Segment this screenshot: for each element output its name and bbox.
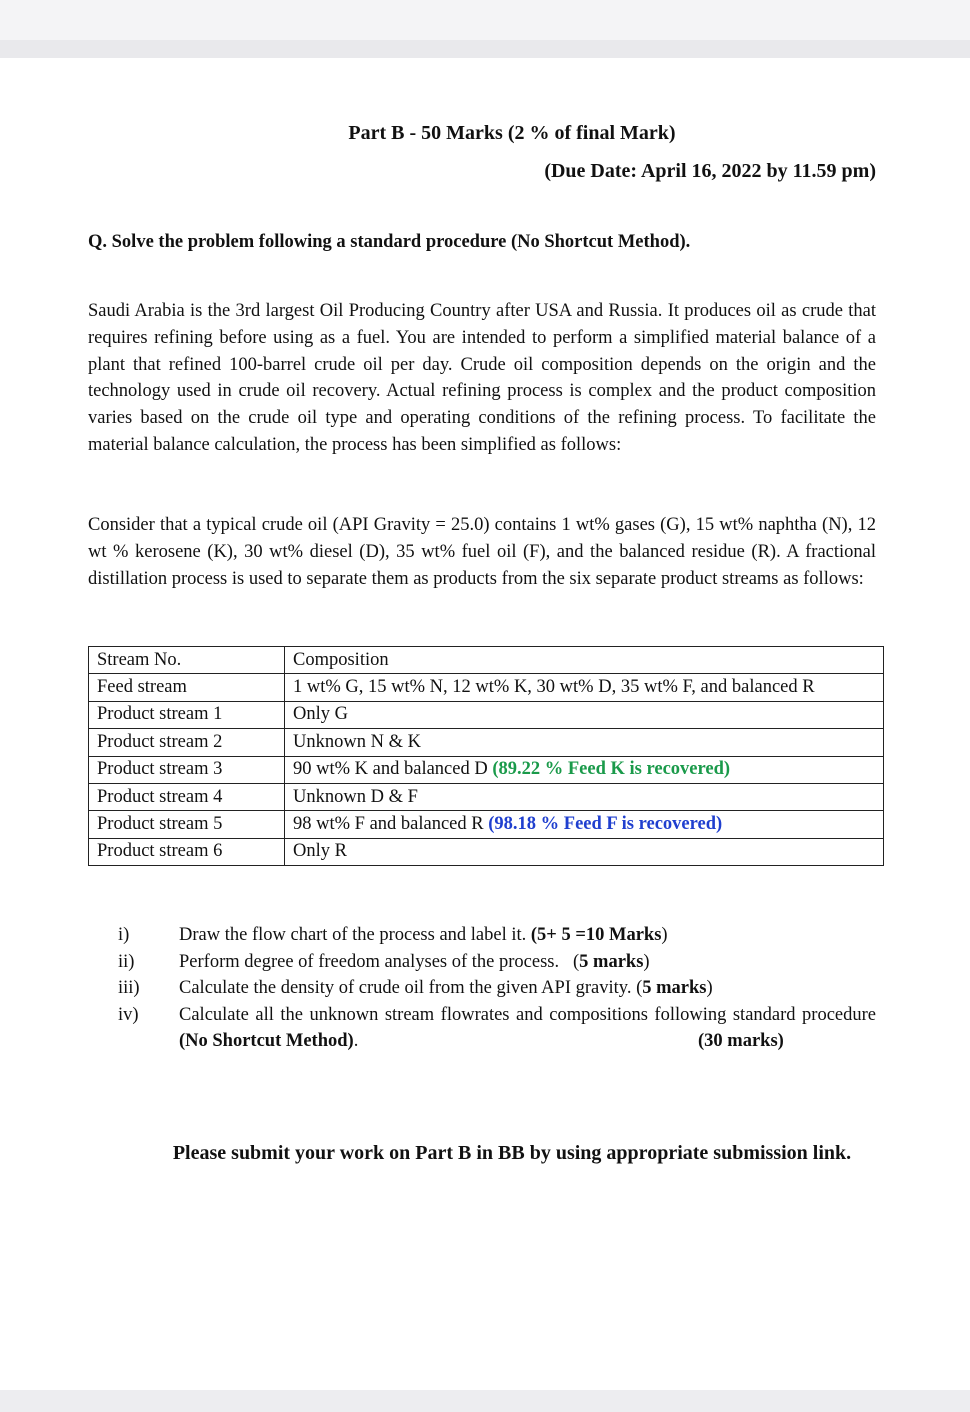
task-text-line — [179, 922, 876, 949]
task-text: Perform degree of freedom analyses of the process. ( — [179, 951, 580, 972]
table-row — [89, 701, 884, 728]
document-page — [0, 58, 970, 1390]
task-marks-close: ) — [661, 925, 668, 945]
table-row — [89, 729, 884, 756]
header-composition: Composition — [285, 647, 884, 674]
stream-composition: 98 wt% F and balanced R — [293, 814, 484, 835]
stream-composition: 90 wt% K and balanced D — [293, 759, 488, 780]
stream-composition-cell — [285, 756, 884, 783]
task-marks: 5 marks — [642, 978, 707, 998]
task-bold-text: (No Shortcut Method) — [179, 1031, 354, 1051]
table-row — [89, 756, 884, 783]
task-item — [0, 922, 970, 949]
table-header-row — [89, 647, 884, 674]
header-stream-no: Stream No. — [89, 647, 285, 674]
task-marks-close: ) — [643, 951, 650, 972]
task-number: i) — [118, 925, 130, 945]
submission-note: Please submit your work on Part B in BB by using appropriate submission link. — [172, 1142, 852, 1164]
stream-composition: Only R — [285, 838, 884, 865]
table-row — [89, 783, 884, 810]
task-marks: (30 marks) — [698, 1031, 784, 1051]
stream-name: Product stream 4 — [89, 783, 285, 810]
task-text: Calculate the density of crude oil from the given API gravity. ( — [179, 978, 643, 998]
stream-composition: 1 wt% G, 15 wt% N, 12 wt% K, 30 wt% D, 35 wt% F, and balanced R — [285, 674, 884, 701]
question-heading: Q. Solve the problem following a standard procedure (No Shortcut Method). — [88, 232, 691, 252]
stream-name: Feed stream — [89, 674, 285, 701]
stream-name: Product stream 5 — [89, 811, 285, 838]
stream-composition: Only G — [285, 701, 884, 728]
stream-table — [88, 646, 884, 866]
task-marks: 5 marks — [579, 951, 644, 972]
task-text-line — [179, 975, 876, 1002]
task-marks-close: ) — [706, 978, 713, 998]
stream-composition: Unknown D & F — [285, 783, 884, 810]
task-text-line — [179, 949, 876, 976]
task-item — [0, 975, 970, 1002]
task-list — [0, 922, 970, 1055]
task-text: Calculate all the unknown stream flowrates and compositions following standard procedure — [179, 1004, 876, 1025]
table-row — [89, 811, 884, 838]
task-marks: (5+ 5 =10 Marks — [530, 925, 662, 945]
stream-composition-cell — [285, 811, 884, 838]
table-row — [89, 838, 884, 865]
stream-name: Product stream 1 — [89, 701, 285, 728]
stream-name: Product stream 6 — [89, 838, 285, 865]
f-recovery-note: (98.18 % Feed F is recovered) — [488, 814, 723, 835]
stream-composition: Unknown N & K — [285, 729, 884, 756]
viewer-top-bar — [0, 0, 970, 40]
crude-composition-paragraph: Consider that a typical crude oil (API Gravity = 25.0) contains 1 wt% gases (G), 15 wt% naphtha (N), 12 wt % kerosene (K), 30 wt% diesel (D), 35 wt% fuel oil (F), and the balanced residue (R). A fractional distillation process is used to separate them as products from the six separate product streams as follows: — [88, 515, 876, 589]
assignment-title: Part B - 50 Marks (2 % of final Mark) — [348, 122, 676, 144]
table-row — [89, 674, 884, 701]
stream-name: Product stream 2 — [89, 729, 285, 756]
task-text-end: . — [353, 1031, 359, 1051]
due-date: (Due Date: April 16, 2022 by 11.59 pm) — [544, 160, 876, 182]
viewer-top-divider — [0, 40, 970, 58]
task-item — [0, 1002, 970, 1055]
intro-paragraph: Saudi Arabia is the 3rd largest Oil Producing Country after USA and Russia. It produces oil as crude that requires refining before using as a fuel. You are intended to perform a simplified material balance of a plant that refined 100-barrel crude oil per day. Crude oil composition depends on the origin and the technology used in crude oil recovery. Actual refining process is complex and the product composition varies based on the crude oil type and operating conditions of the refining process. To facilitate the material balance calculation, the process has been simplified as follows: — [88, 301, 876, 455]
task-number: iii) — [118, 978, 140, 998]
viewer-bottom-bar — [0, 1390, 970, 1412]
task-number: ii) — [118, 951, 135, 972]
task-number: iv) — [118, 1004, 139, 1025]
task-text: Draw the flow chart of the process and label it. — [179, 925, 527, 945]
task-item — [0, 949, 970, 976]
stream-name: Product stream 3 — [89, 756, 285, 783]
k-recovery-note: (89.22 % Feed K is recovered) — [492, 759, 731, 780]
